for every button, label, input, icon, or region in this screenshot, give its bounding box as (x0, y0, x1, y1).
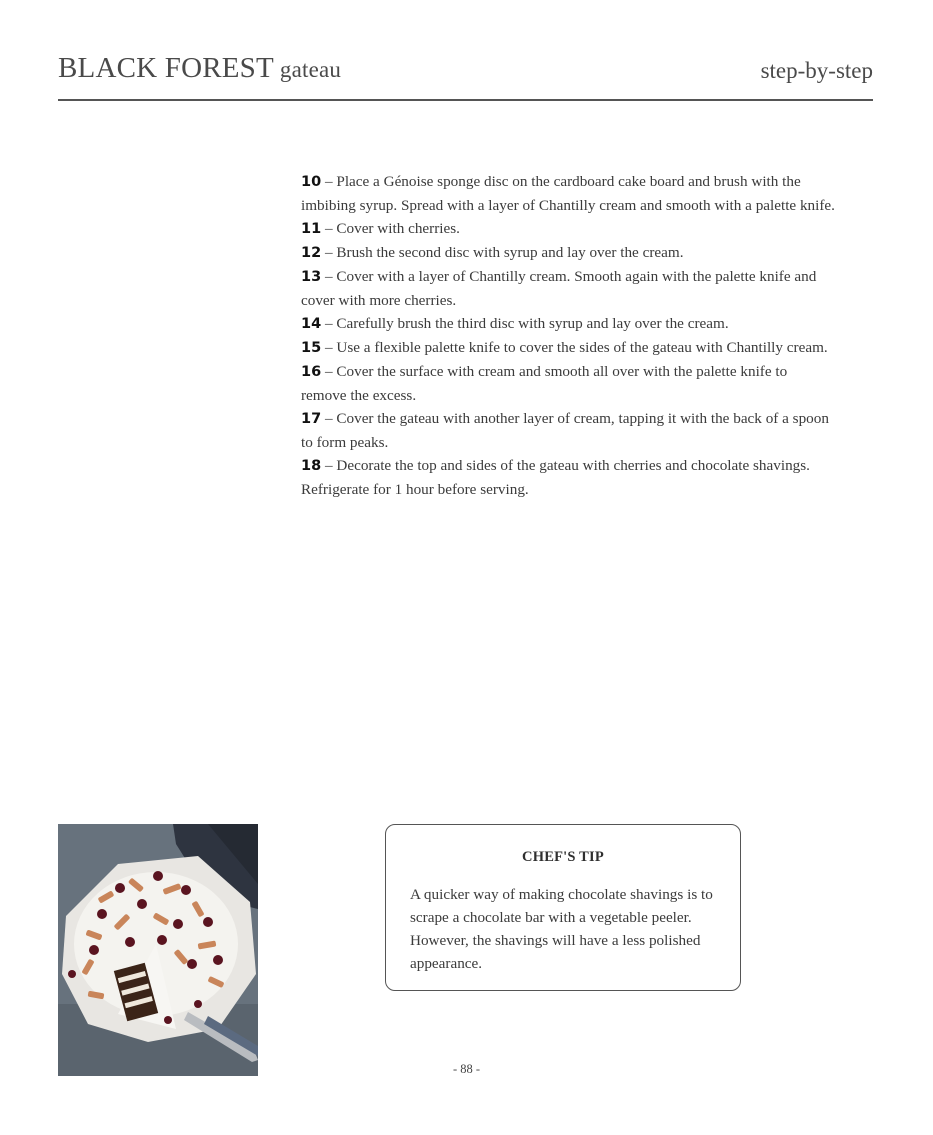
step-17 (301, 407, 836, 454)
step-18 (301, 454, 836, 501)
step-11 (301, 217, 836, 241)
step-number: 15 (301, 340, 322, 356)
step-13 (301, 265, 836, 312)
tip-title: CHEF'S TIP (522, 849, 604, 865)
step-10 (301, 170, 836, 217)
step-number: 17 (301, 411, 322, 427)
step-number: 13 (301, 269, 322, 285)
step-16 (301, 360, 836, 407)
step-number: 18 (301, 458, 322, 474)
step-text: – Cover with a layer of Chantilly cream. Smooth again with the palette knife and cover with more cherries. (301, 268, 817, 309)
step-text: – Decorate the top and sides of the gateau with cherries and chocolate shavings. Refrigerate for 1 hour before serving. (301, 457, 810, 498)
step-number: 12 (301, 245, 322, 261)
step-text: – Cover the surface with cream and smooth all over with the palette knife to remove the excess. (301, 363, 788, 404)
step-text: – Place a Génoise sponge disc on the cardboard cake board and brush with the imbibing syrup. Spread with a layer of Chantilly cream and smooth with a palette knife. (301, 173, 835, 214)
section-label: step-by-step (760, 58, 873, 83)
step-number: 16 (301, 364, 322, 380)
steps-list (301, 170, 836, 501)
page-title (58, 52, 341, 85)
title-sub: gateau (279, 57, 342, 82)
step-14 (301, 312, 836, 336)
title-main: BLACK FOREST (58, 52, 274, 84)
step-text: – Carefully brush the third disc with syrup and lay over the cream. (321, 315, 729, 332)
step-text: – Cover with cherries. (321, 220, 460, 237)
gateau-photo (58, 824, 258, 1076)
step-number: 11 (301, 221, 322, 237)
tip-text: A quicker way of making chocolate shavings is to scrape a chocolate bar with a vegetable peeler. However, the shavings will have a less polished appearance. (410, 886, 713, 972)
step-text: – Cover the gateau with another layer of cream, tapping it with the back of a spoon to form peaks. (301, 410, 829, 451)
header-divider (58, 99, 873, 101)
step-text: – Brush the second disc with syrup and lay over the cream. (321, 244, 684, 261)
step-text: – Use a flexible palette knife to cover the sides of the gateau with Chantilly cream. (321, 339, 828, 356)
chefs-tip-box (385, 824, 741, 991)
step-number: 14 (301, 316, 322, 332)
step-15 (301, 336, 836, 360)
page-number: - 88 - (452, 1062, 481, 1076)
step-12 (301, 241, 836, 265)
step-number: 10 (301, 174, 322, 190)
